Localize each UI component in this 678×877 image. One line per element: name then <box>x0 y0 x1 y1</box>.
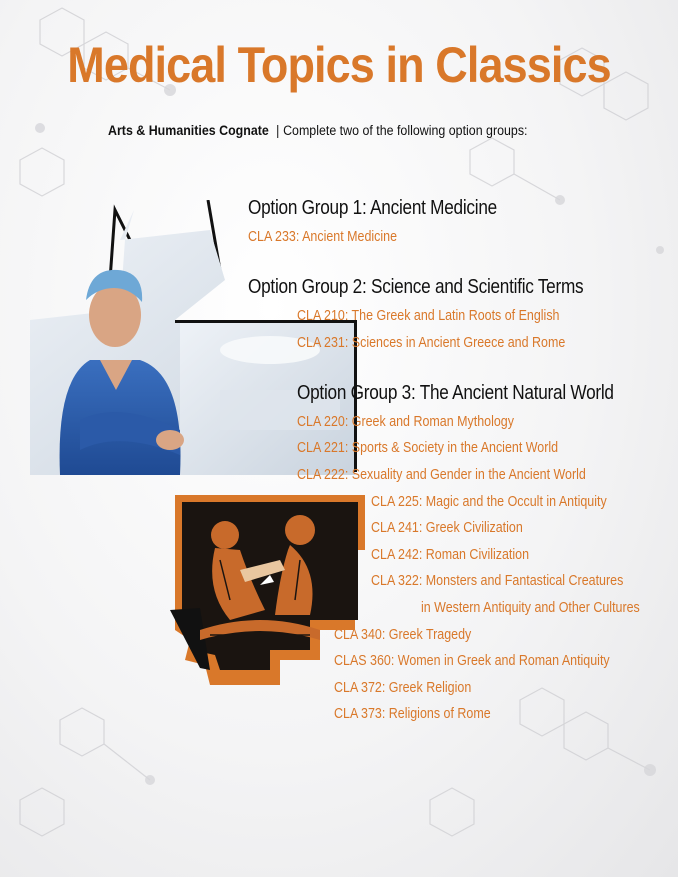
course-item: CLA 242: Roman Civilization <box>371 547 530 563</box>
option-group-2-heading: Option Group 2: Science and Scientific Terms <box>248 276 584 298</box>
course-item: CLA 220: Greek and Roman Mythology <box>297 414 514 430</box>
option-group-1-heading: Option Group 1: Ancient Medicine <box>248 197 497 219</box>
course-item: CLA 225: Magic and the Occult in Antiquity <box>371 494 607 510</box>
course-item: CLA 222: Sexuality and Gender in the Ancient World <box>297 467 586 483</box>
course-item: CLA 210: The Greek and Latin Roots of English <box>297 308 560 324</box>
course-item: CLA 221: Sports & Society in the Ancient World <box>297 440 559 456</box>
course-item: CLA 231: Sciences in Ancient Greece and Rome <box>297 335 566 351</box>
course-item: CLA 340: Greek Tragedy <box>334 627 472 643</box>
course-item: CLA 372: Greek Religion <box>334 680 472 696</box>
course-item: CLA 241: Greek Civilization <box>371 520 523 536</box>
page-title: Medical Topics in Classics <box>67 37 611 93</box>
course-item: CLA 373: Religions of Rome <box>334 706 491 722</box>
subtitle-separator: | <box>276 123 280 138</box>
course-item: CLA 322: Monsters and Fantastical Creatures <box>371 573 624 589</box>
course-item: CLAS 360: Women in Greek and Roman Antiquity <box>334 653 610 669</box>
subtitle-text: Complete two of the following option groups: <box>283 123 528 138</box>
cognate-label: Arts & Humanities Cognate <box>108 123 269 138</box>
course-item-continuation: in Western Antiquity and Other Cultures <box>421 600 640 616</box>
option-group-3-heading: Option Group 3: The Ancient Natural World <box>297 382 614 404</box>
course-item: CLA 233: Ancient Medicine <box>248 229 398 245</box>
subtitle <box>108 123 527 138</box>
